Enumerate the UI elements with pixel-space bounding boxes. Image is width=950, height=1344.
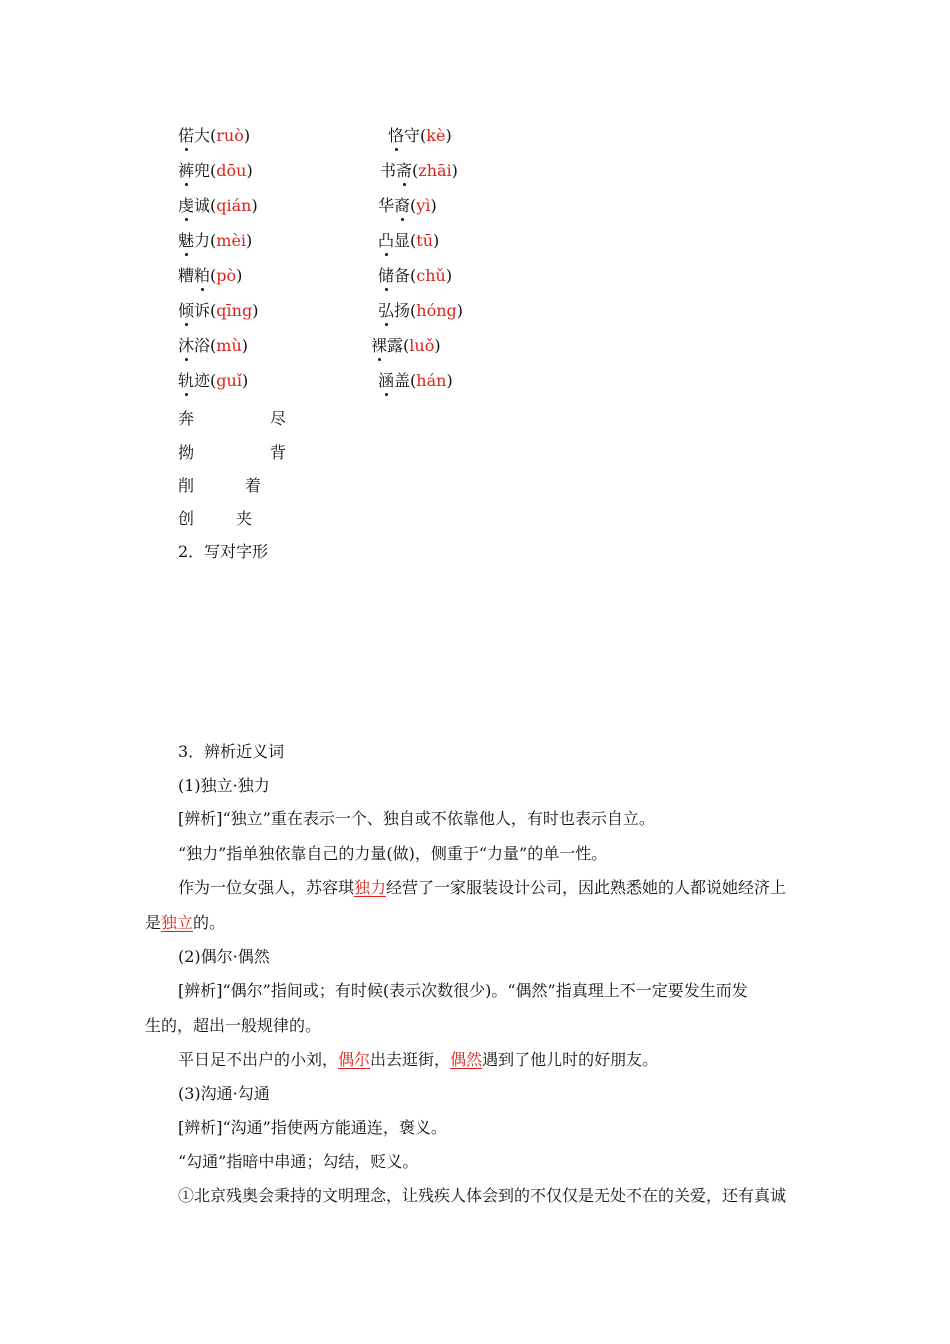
- dotted-char: 魅: [178, 231, 195, 250]
- dotted-char: 虔: [178, 196, 195, 215]
- dotted-char: 偌: [178, 126, 195, 145]
- word-char: 书: [380, 161, 397, 180]
- dotted-char: 裸: [371, 336, 388, 355]
- poly-char: 奔: [178, 409, 195, 428]
- dotted-char: 倾: [178, 301, 195, 320]
- group-3-analysis-2: “勾通”指暗中串通；勾结，贬义。: [178, 1152, 419, 1171]
- dotted-char: 粕: [194, 266, 211, 285]
- pinyin: qīng: [216, 301, 253, 320]
- pinyin-item-right: 储备(chǔ): [378, 266, 453, 285]
- word-char: 盖: [394, 371, 411, 390]
- poly-char: 夹: [236, 509, 253, 528]
- word-char: 兜: [194, 161, 211, 180]
- poly-char: 背: [270, 443, 287, 462]
- pinyin: chǔ: [416, 266, 446, 285]
- word-char: 华: [378, 196, 395, 215]
- poly-char: 尽: [270, 409, 287, 428]
- group-1-example: [178, 878, 786, 898]
- poly-char: 拗: [178, 443, 195, 462]
- group-2-title: (2)偶尔·偶然: [178, 947, 270, 966]
- dotted-char: 涵: [378, 371, 395, 390]
- pinyin-item-left: 倾诉(qīng): [178, 301, 259, 320]
- group-1-analysis: [辨析]“独立”重在表示一个、独自或不依靠他人，有时也表示自立。: [178, 809, 655, 828]
- word-char: 显: [394, 231, 411, 250]
- answer-word: 独立: [161, 913, 194, 932]
- dotted-char: 沐: [178, 336, 195, 355]
- pinyin-item-left: 偌大(ruò): [178, 126, 251, 145]
- dotted-char: 裤: [178, 161, 195, 180]
- pinyin: mù: [216, 336, 242, 355]
- example-text: 作为一位女强人，苏容琪: [178, 878, 355, 897]
- pinyin: hóng: [416, 301, 457, 320]
- answer-word: 偶然: [450, 1050, 483, 1069]
- example-text: 遇到了他儿时的好朋友。: [482, 1050, 659, 1069]
- word-char: 备: [394, 266, 411, 285]
- example-text: 平日足不出户的小刘，: [178, 1050, 339, 1069]
- pinyin-item-right: 书斋(zhāi): [380, 161, 458, 180]
- group-2-analysis: [辨析]“偶尔”指间或；有时候(表示次数很少)。“偶然”指真理上不一定要发生而发: [178, 981, 748, 1000]
- pinyin: hán: [416, 371, 447, 390]
- dotted-char: 斋: [396, 161, 413, 180]
- group-3-example: ①北京残奥会秉持的文明理念，让残疾人体会到的不仅仅是无处不在的关爱，还有真诚: [178, 1186, 787, 1205]
- pinyin-item-right: 华裔(yì): [378, 196, 437, 215]
- group-2-analysis-cont: 生的，超出一般规律的。: [145, 1016, 322, 1035]
- group-1-analysis-2: “独力”指单独依靠自己的力量(做)，侧重于“力量”的单一性。: [178, 844, 608, 863]
- pinyin: kè: [426, 126, 446, 145]
- pinyin-item-right: 裸露(luǒ): [371, 336, 441, 355]
- example-text: 出去逛街，: [370, 1050, 451, 1069]
- pinyin-item-left: 虔诚(qián): [178, 196, 258, 215]
- poly-char: 削: [178, 476, 195, 495]
- word-char: 守: [404, 126, 421, 145]
- pinyin-item-left: 沐浴(mù): [178, 336, 249, 355]
- pinyin: mèi: [216, 231, 247, 250]
- dotted-char: 恪: [388, 126, 405, 145]
- group-3-analysis: [辨析]“沟通”指使两方能通连，褒义。: [178, 1118, 447, 1137]
- word-char: 浴: [194, 336, 211, 355]
- dotted-char: 储: [378, 266, 395, 285]
- word-char: 大: [194, 126, 211, 145]
- answer-word: 偶尔: [338, 1050, 371, 1069]
- pinyin: luǒ: [409, 336, 435, 355]
- dotted-char: 弘: [378, 301, 395, 320]
- pinyin: ruò: [216, 126, 244, 145]
- group-1-title: (1)独立·独力: [178, 776, 270, 795]
- group-1-example-cont: [145, 913, 225, 933]
- word-char: 扬: [394, 301, 411, 320]
- pinyin-item-left: 糟粕(pò): [178, 266, 243, 285]
- example-text: 经营了一家服装设计公司，因此熟悉她的人都说她经济上: [386, 878, 787, 897]
- pinyin-item-right: 弘扬(hóng): [378, 301, 464, 320]
- dotted-char: 裔: [394, 196, 411, 215]
- pinyin: guǐ: [216, 371, 242, 390]
- word-char: 露: [387, 336, 404, 355]
- pinyin: dōu: [216, 161, 247, 180]
- pinyin-item-right: 恪守(kè): [388, 126, 452, 145]
- word-char: 迹: [194, 371, 211, 390]
- dotted-char: 凸: [378, 231, 395, 250]
- pinyin: qián: [216, 196, 252, 215]
- pinyin: zhāi: [418, 161, 452, 180]
- dotted-char: 轨: [178, 371, 195, 390]
- word-char: 糟: [178, 266, 195, 285]
- word-char: 诉: [194, 301, 211, 320]
- example-text: 是: [145, 913, 162, 932]
- pinyin: tū: [416, 231, 434, 250]
- word-char: 诚: [194, 196, 211, 215]
- answer-word: 独力: [354, 878, 387, 897]
- example-text: 的。: [193, 913, 226, 932]
- poly-char: 创: [178, 509, 195, 528]
- pinyin-item-right: 涵盖(hán): [378, 371, 453, 390]
- pinyin-item-left: 裤兜(dōu): [178, 161, 253, 180]
- pinyin: pò: [216, 266, 237, 285]
- section-3-title: 3．辨析近义词: [178, 742, 285, 761]
- pinyin: yì: [416, 196, 431, 215]
- word-char: 力: [194, 231, 211, 250]
- pinyin-item-left: 轨迹(guǐ): [178, 371, 249, 390]
- pinyin-item-left: 魅力(mèi): [178, 231, 253, 250]
- poly-char: 着: [245, 476, 262, 495]
- pinyin-item-right: 凸显(tū): [378, 231, 440, 250]
- group-3-title: (3)沟通·勾通: [178, 1084, 270, 1103]
- section-2-title: 2．写对字形: [178, 542, 269, 561]
- group-2-example: [178, 1050, 658, 1070]
